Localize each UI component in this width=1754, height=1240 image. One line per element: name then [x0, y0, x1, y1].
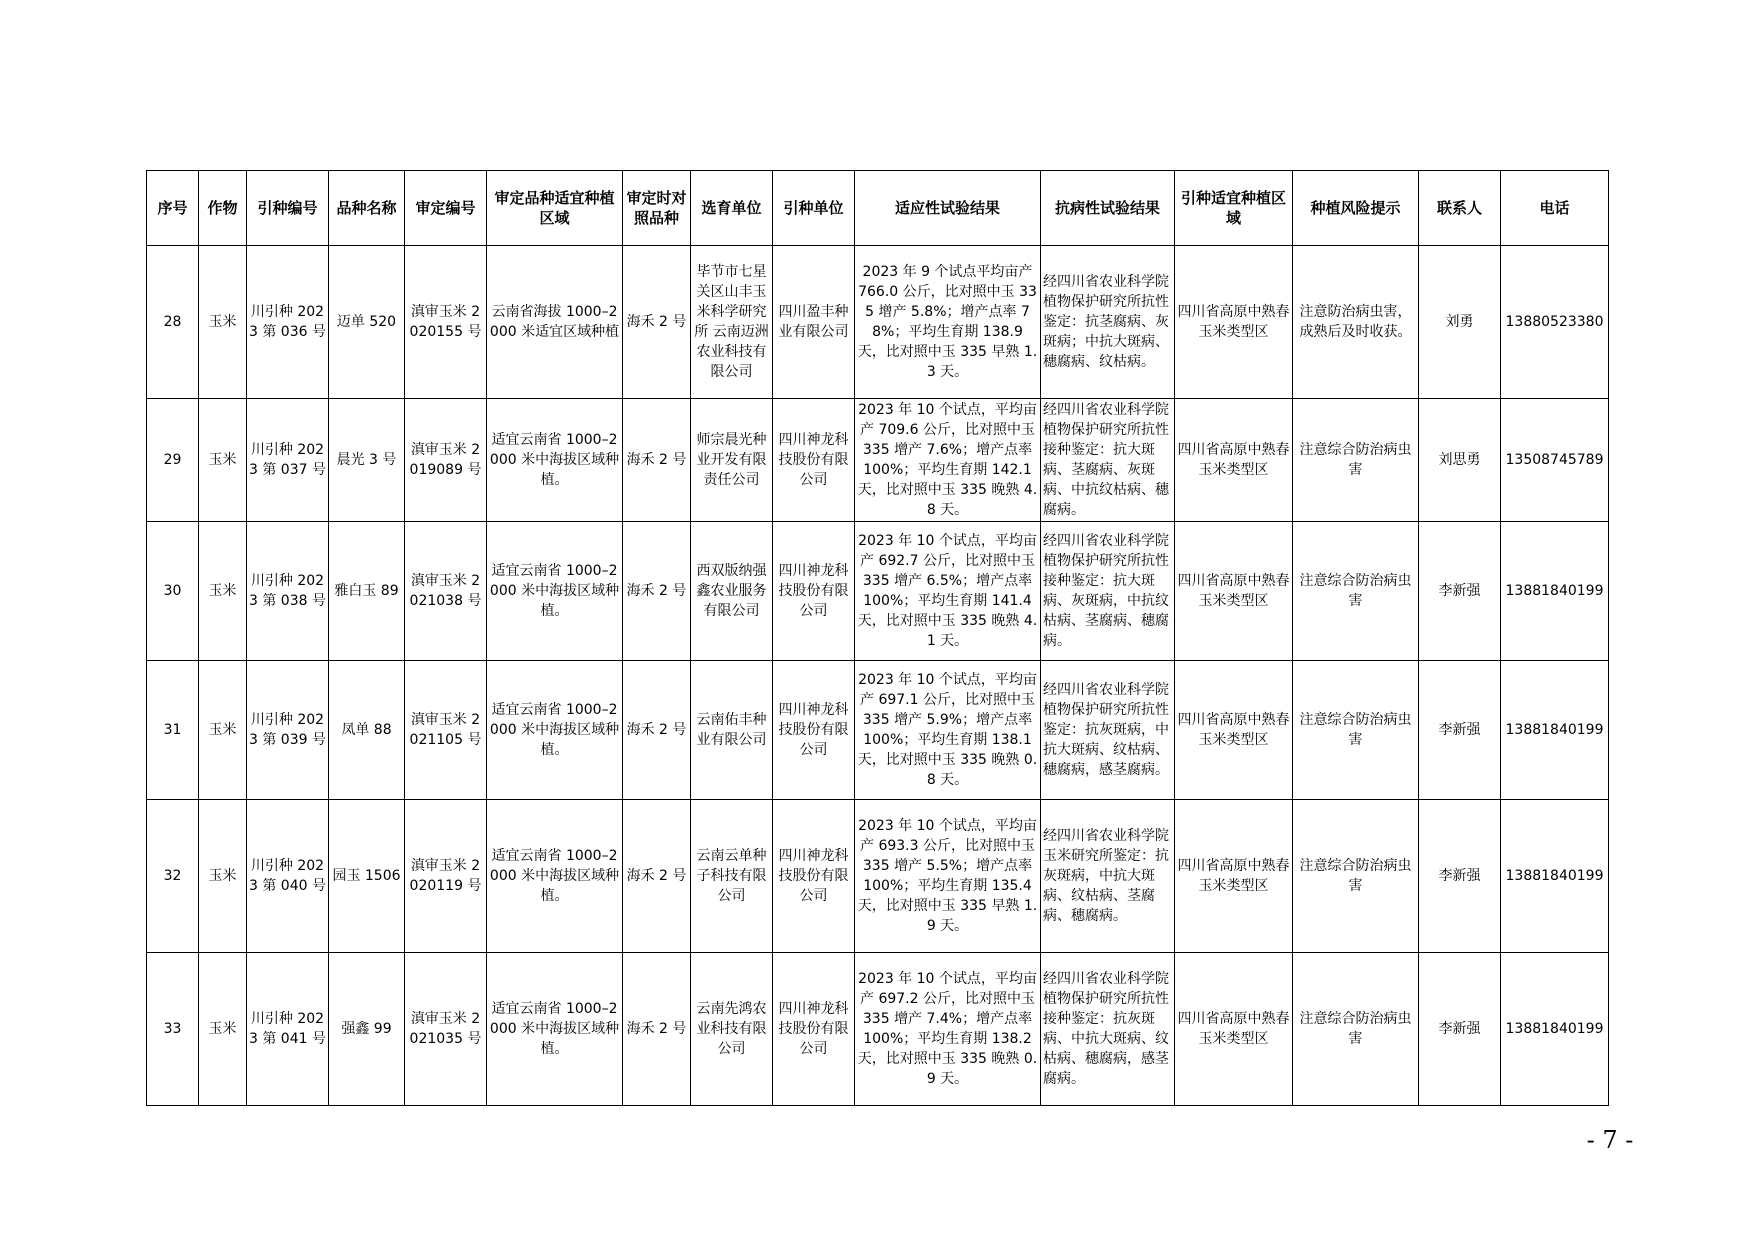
cell-index: 33: [147, 953, 199, 1106]
header-control-variety: 审定时对照品种: [623, 171, 691, 246]
cell-index: 32: [147, 800, 199, 953]
cell-contact: 刘勇: [1419, 246, 1501, 399]
cell-approval-number: 滇审玉米 2021035 号: [405, 953, 487, 1106]
cell-introducing-unit: 四川神龙科技股份有限公司: [773, 953, 855, 1106]
cell-introducing-unit: 四川神龙科技股份有限公司: [773, 522, 855, 661]
cell-control-variety: 海禾 2 号: [623, 800, 691, 953]
cell-introduction-planting-area: 四川省高原中熟春玉米类型区: [1175, 522, 1293, 661]
cell-introducing-unit: 四川盈丰种业有限公司: [773, 246, 855, 399]
header-index: 序号: [147, 171, 199, 246]
cell-index: 31: [147, 661, 199, 800]
table-row: [147, 522, 1609, 661]
header-risk-warning: 种植风险提示: [1293, 171, 1419, 246]
cell-disease-resistance-results: 经四川省农业科学院植物保护研究所抗性鉴定：抗茎腐病、灰斑病；中抗大斑病、穗腐病、纹枯病。: [1041, 246, 1175, 399]
cell-approved-planting-area: 适宜云南省 1000–2000 米中海拔区域种植。: [487, 661, 623, 800]
table-row: [147, 800, 1609, 953]
cell-introduction-number: 川引种 2023 第 041 号: [247, 953, 329, 1106]
cell-risk-warning: 注意综合防治病虫害: [1293, 953, 1419, 1106]
cell-index: 28: [147, 246, 199, 399]
cell-variety-name: 晨光 3 号: [329, 399, 405, 522]
cell-crop: 玉米: [199, 522, 247, 661]
header-approval-number: 审定编号: [405, 171, 487, 246]
cell-approved-planting-area: 适宜云南省 1000–2000 米中海拔区域种植。: [487, 399, 623, 522]
cell-crop: 玉米: [199, 661, 247, 800]
cell-phone: 13881840199: [1501, 522, 1609, 661]
cell-disease-resistance-results: 经四川省农业科学院植物保护研究所抗性接种鉴定：抗大斑病、灰斑病，中抗纹枯病、茎腐病、穗腐病。: [1041, 522, 1175, 661]
cell-risk-warning: 注意综合防治病虫害: [1293, 522, 1419, 661]
cell-adaptability-results: 2023 年 10 个试点，平均亩产 697.1 公斤，比对照中玉 335 增产 5.9%；增产点率 100%；平均生育期 138.1 天，比对照中玉 335 晚熟 0.8 天。: [855, 661, 1041, 800]
cell-variety-name: 雅白玉 89: [329, 522, 405, 661]
cell-breeding-unit: 毕节市七星关区山丰玉米科学研究所 云南迈洲农业科技有限公司: [691, 246, 773, 399]
cell-contact: 刘思勇: [1419, 399, 1501, 522]
cell-breeding-unit: 西双版纳强鑫农业服务有限公司: [691, 522, 773, 661]
cell-phone: 13881840199: [1501, 661, 1609, 800]
table-header-row: [147, 171, 1609, 246]
cell-adaptability-results: 2023 年 10 个试点，平均亩产 692.7 公斤，比对照中玉 335 增产 6.5%；增产点率 100%；平均生育期 141.4 天，比对照中玉 335 晚熟 4.1 天。: [855, 522, 1041, 661]
header-breeding-unit: 选育单位: [691, 171, 773, 246]
cell-crop: 玉米: [199, 246, 247, 399]
page-number: - 7 -: [1586, 1126, 1634, 1154]
cell-introduction-number: 川引种 2023 第 039 号: [247, 661, 329, 800]
cell-crop: 玉米: [199, 800, 247, 953]
header-variety-name: 品种名称: [329, 171, 405, 246]
cell-introducing-unit: 四川神龙科技股份有限公司: [773, 661, 855, 800]
cell-introduction-planting-area: 四川省高原中熟春玉米类型区: [1175, 661, 1293, 800]
header-introduction-number: 引种编号: [247, 171, 329, 246]
cell-introduction-planting-area: 四川省高原中熟春玉米类型区: [1175, 953, 1293, 1106]
cell-approved-planting-area: 云南省海拔 1000–2000 米适宜区域种植: [487, 246, 623, 399]
cell-variety-name: 迈单 520: [329, 246, 405, 399]
table-row: [147, 661, 1609, 800]
cell-adaptability-results: 2023 年 10 个试点，平均亩产 693.3 公斤，比对照中玉 335 增产 5.5%；增产点率 100%；平均生育期 135.4 天，比对照中玉 335 早熟 1.9 天。: [855, 800, 1041, 953]
cell-breeding-unit: 师宗晨光种业开发有限责任公司: [691, 399, 773, 522]
cell-introduction-number: 川引种 2023 第 040 号: [247, 800, 329, 953]
cell-phone: 13881840199: [1501, 800, 1609, 953]
cell-approved-planting-area: 适宜云南省 1000–2000 米中海拔区域种植。: [487, 953, 623, 1106]
cell-adaptability-results: 2023 年 9 个试点平均亩产 766.0 公斤，比对照中玉 335 增产 5.8%；增产点率 78%；平均生育期 138.9 天，比对照中玉 335 早熟 1.3 天。: [855, 246, 1041, 399]
cell-index: 30: [147, 522, 199, 661]
cell-variety-name: 园玉 1506: [329, 800, 405, 953]
header-introducing-unit: 引种单位: [773, 171, 855, 246]
cell-introducing-unit: 四川神龙科技股份有限公司: [773, 399, 855, 522]
variety-table: [146, 170, 1609, 1106]
cell-variety-name: 强鑫 99: [329, 953, 405, 1106]
cell-breeding-unit: 云南先鸿农业科技有限公司: [691, 953, 773, 1106]
cell-approved-planting-area: 适宜云南省 1000–2000 米中海拔区域种植。: [487, 522, 623, 661]
cell-introduction-planting-area: 四川省高原中熟春玉米类型区: [1175, 399, 1293, 522]
header-phone: 电话: [1501, 171, 1609, 246]
cell-control-variety: 海禾 2 号: [623, 246, 691, 399]
cell-introduction-number: 川引种 2023 第 037 号: [247, 399, 329, 522]
cell-control-variety: 海禾 2 号: [623, 522, 691, 661]
cell-control-variety: 海禾 2 号: [623, 953, 691, 1106]
cell-index: 29: [147, 399, 199, 522]
cell-disease-resistance-results: 经四川省农业科学院植物保护研究所抗性鉴定：抗灰斑病，中抗大斑病、纹枯病、穗腐病，感茎腐病。: [1041, 661, 1175, 800]
cell-approval-number: 滇审玉米 2021105 号: [405, 661, 487, 800]
cell-contact: 李新强: [1419, 522, 1501, 661]
cell-approval-number: 滇审玉米 2019089 号: [405, 399, 487, 522]
cell-introduction-planting-area: 四川省高原中熟春玉米类型区: [1175, 246, 1293, 399]
cell-risk-warning: 注意综合防治病虫害: [1293, 661, 1419, 800]
cell-risk-warning: 注意综合防治病虫害: [1293, 800, 1419, 953]
cell-contact: 李新强: [1419, 953, 1501, 1106]
cell-disease-resistance-results: 经四川省农业科学院植物保护研究所抗性接种鉴定：抗灰斑病、中抗大斑病、纹枯病、穗腐病，感茎腐病。: [1041, 953, 1175, 1106]
table-row: [147, 399, 1609, 522]
cell-approved-planting-area: 适宜云南省 1000–2000 米中海拔区域种植。: [487, 800, 623, 953]
cell-control-variety: 海禾 2 号: [623, 399, 691, 522]
cell-phone: 13508745789: [1501, 399, 1609, 522]
cell-breeding-unit: 云南佑丰种业有限公司: [691, 661, 773, 800]
cell-approval-number: 滇审玉米 2020155 号: [405, 246, 487, 399]
cell-phone: 13881840199: [1501, 953, 1609, 1106]
cell-adaptability-results: 2023 年 10 个试点，平均亩产 709.6 公斤，比对照中玉 335 增产 7.6%；增产点率 100%；平均生育期 142.1 天，比对照中玉 335 晚熟 4.8 天。: [855, 399, 1041, 522]
cell-risk-warning: 注意防治病虫害，成熟后及时收获。: [1293, 246, 1419, 399]
header-adaptability-results: 适应性试验结果: [855, 171, 1041, 246]
cell-introduction-number: 川引种 2023 第 036 号: [247, 246, 329, 399]
cell-adaptability-results: 2023 年 10 个试点，平均亩产 697.2 公斤，比对照中玉 335 增产 7.4%；增产点率 100%；平均生育期 138.2 天，比对照中玉 335 晚熟 0.9 天。: [855, 953, 1041, 1106]
cell-approval-number: 滇审玉米 2021038 号: [405, 522, 487, 661]
cell-disease-resistance-results: 经四川省农业科学院植物保护研究所抗性接种鉴定：抗大斑病、茎腐病、灰斑病、中抗纹枯病、穗腐病。: [1041, 399, 1175, 522]
header-contact: 联系人: [1419, 171, 1501, 246]
cell-approval-number: 滇审玉米 2020119 号: [405, 800, 487, 953]
table-row: [147, 246, 1609, 399]
cell-crop: 玉米: [199, 953, 247, 1106]
cell-control-variety: 海禾 2 号: [623, 661, 691, 800]
cell-contact: 李新强: [1419, 800, 1501, 953]
cell-crop: 玉米: [199, 399, 247, 522]
cell-introduction-number: 川引种 2023 第 038 号: [247, 522, 329, 661]
table-row: [147, 953, 1609, 1106]
header-approved-planting-area: 审定品种适宜种植区域: [487, 171, 623, 246]
cell-breeding-unit: 云南云单种子科技有限公司: [691, 800, 773, 953]
cell-disease-resistance-results: 经四川省农业科学院玉米研究所鉴定：抗灰斑病，中抗大斑病、纹枯病、茎腐病、穗腐病。: [1041, 800, 1175, 953]
cell-contact: 李新强: [1419, 661, 1501, 800]
cell-phone: 13880523380: [1501, 246, 1609, 399]
cell-introducing-unit: 四川神龙科技股份有限公司: [773, 800, 855, 953]
header-crop: 作物: [199, 171, 247, 246]
cell-risk-warning: 注意综合防治病虫害: [1293, 399, 1419, 522]
cell-variety-name: 凤单 88: [329, 661, 405, 800]
cell-introduction-planting-area: 四川省高原中熟春玉米类型区: [1175, 800, 1293, 953]
header-disease-resistance-results: 抗病性试验结果: [1041, 171, 1175, 246]
header-introduction-planting-area: 引种适宜种植区域: [1175, 171, 1293, 246]
